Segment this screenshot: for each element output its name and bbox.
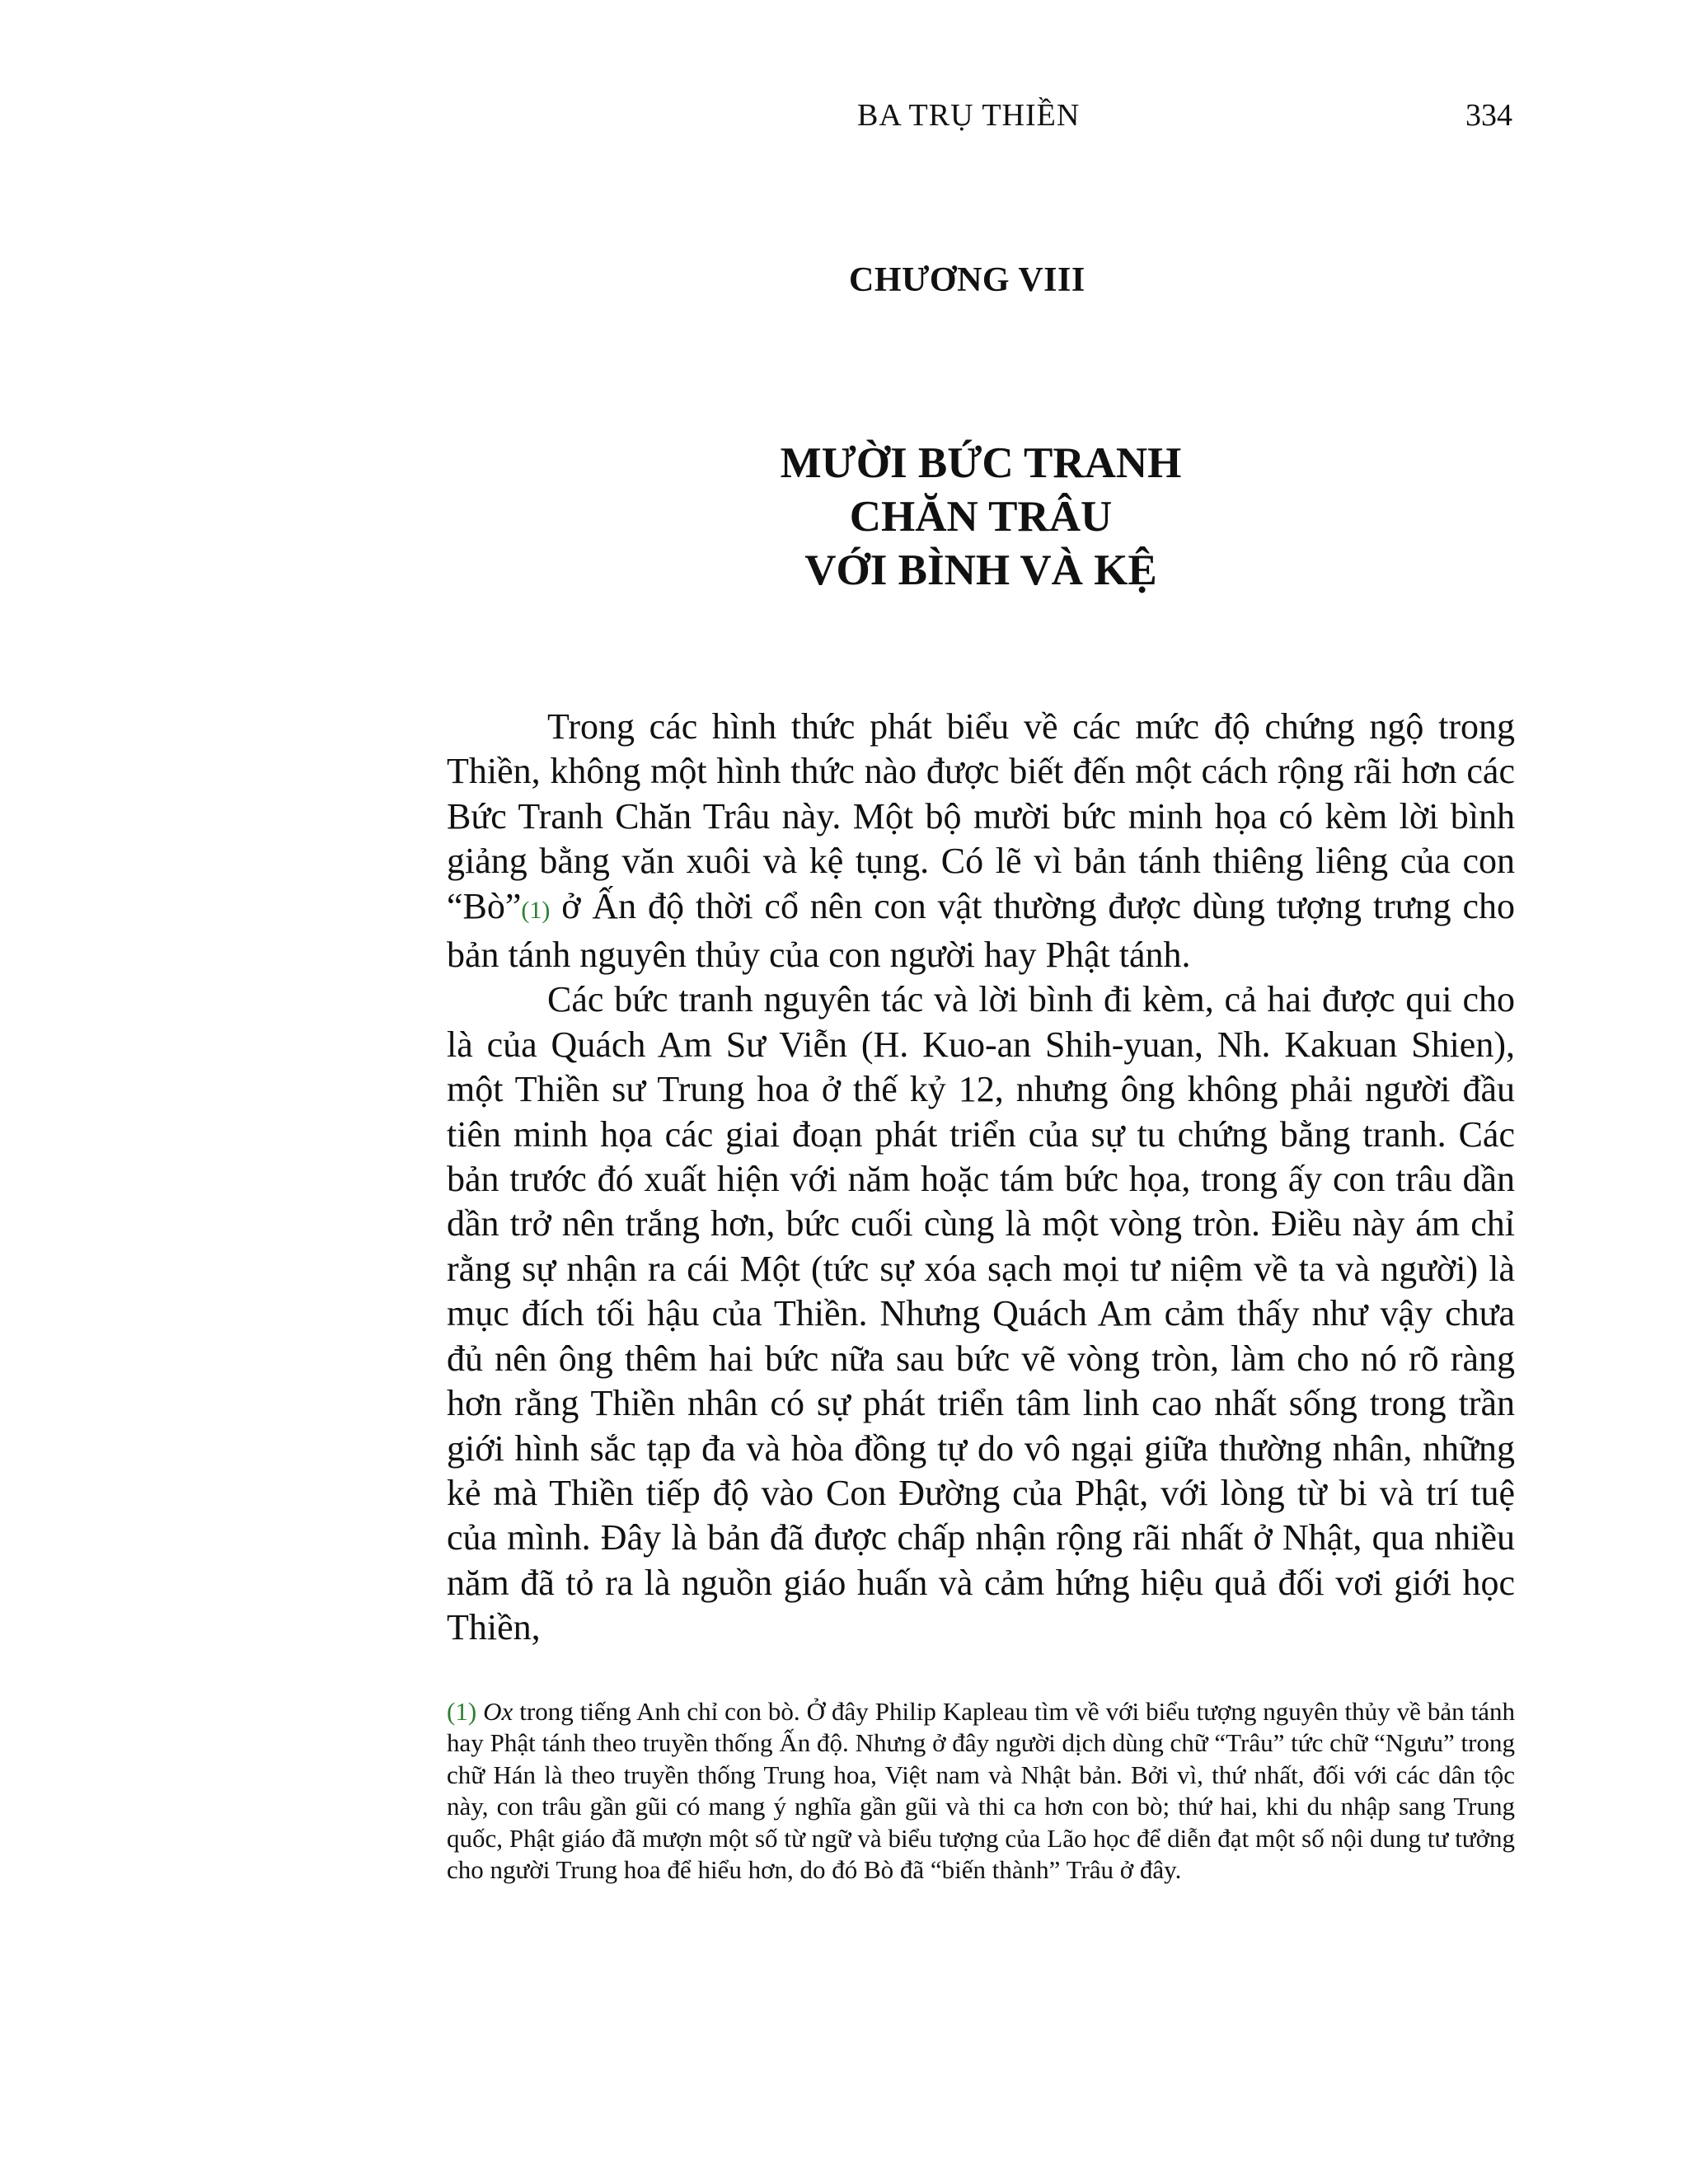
footnote-term: Ox: [483, 1697, 513, 1726]
body-text: [447, 705, 1515, 1651]
page-number: 334: [1465, 98, 1512, 133]
chapter-title: [692, 437, 1269, 598]
footnote-reference-link[interactable]: (1): [521, 896, 551, 924]
footnote-text: trong tiếng Anh chỉ con bò. Ở đây Philip Kapleau tìm về với biểu tượng nguyên thủy về bản tánh hay Phật tánh theo truyền thống Ấn độ. Nhưng ở đây người dịch dùng chữ “Trâu” tức chữ “Ngưu” trong chữ Hán là theo truyền thống Trung hoa, Việt nam và Nhật bản. Bởi vì, thứ nhất, đối với các dân tộc này, con trâu gần gũi có mang ý nghĩa gần gũi và thi ca hơn con bò; thứ hai, khi du nhập sang Trung quốc, Phật giáo đã mượn một số từ ngữ và biểu tượng của Lão học để diễn đạt một số nội dung tư tưởng cho người Trung hoa để hiểu hơn, do đó Bò đã “biến thành” Trâu ở đây.: [447, 1697, 1515, 1885]
chapter-title-line: MƯỜI BỨC TRANH: [780, 439, 1182, 487]
paragraph-1: [447, 705, 1515, 977]
chapter-title-line: CHĂN TRÂU: [849, 493, 1113, 541]
paragraph-2: Các bức tranh nguyên tác và lời bình đi kèm, cả hai được qui cho là của Quách Am Sư Viễn (H. Kuo-an Shih-yuan, Nh. Kakuan Shien), một Thiền sư Trung hoa ở thế kỷ 12, nhưng ông không phải người đầu tiên minh họa các giai đoạn phát triển của sự tu chứng bằng tranh. Các bản trước đó xuất hiện với năm hoặc tám bức họa, trong ấy con trâu dần dần trở nên trắng hơn, bức cuối cùng là một vòng tròn. Điều này ám chỉ rằng sự nhận ra cái Một (tức sự xóa sạch mọi tư niệm về ta và người) là mục đích tối hậu của Thiền. Nhưng Quách Am cảm thấy như vậy chưa đủ nên ông thêm hai bức nữa sau bức vẽ vòng tròn, làm cho nó rõ ràng hơn rằng Thiền nhân có sự phát triển tâm linh cao nhất sống trong trần giới hình sắc tạp đa và hòa đồng tự do vô ngại giữa thường nhân, những kẻ mà Thiền tiếp độ vào Con Đường của Phật, với lòng từ bi và trí tuệ của mình. Đây là bản đã được chấp nhận rộng rãi nhất ở Nhật, qua nhiều năm đã tỏ ra là nguồn giáo huấn và cảm hứng hiệu quả đối vơi giới học Thiền,: [447, 979, 1515, 1648]
footnote: [447, 1696, 1515, 1886]
footnote-number: (1): [447, 1697, 477, 1726]
chapter-label: CHƯƠNG VIII: [849, 261, 1085, 299]
running-title: BA TRỤ THIỀN: [857, 98, 1081, 133]
paragraph-1-text-end: ở Ấn độ thời cổ nên con vật thường được dùng tượng trưng cho bản tánh nguyên thủy của con người hay Phật tánh.: [447, 885, 1515, 976]
chapter-title-line: VỚI BÌNH VÀ KỆ: [804, 546, 1157, 594]
paragraph-1-text-start: Trong các hình thức phát biểu về các mức độ chứng ngộ trong Thiền, không một hình thức nào được biết đến một cách rộng rãi hơn các Bức Tranh Chăn Trâu này. Một bộ mười bức minh họa có kèm lời bình giảng bằng văn xuôi và kệ tụng. Có lẽ vì bản tánh thiêng liêng của con “Bò”: [447, 706, 1515, 926]
